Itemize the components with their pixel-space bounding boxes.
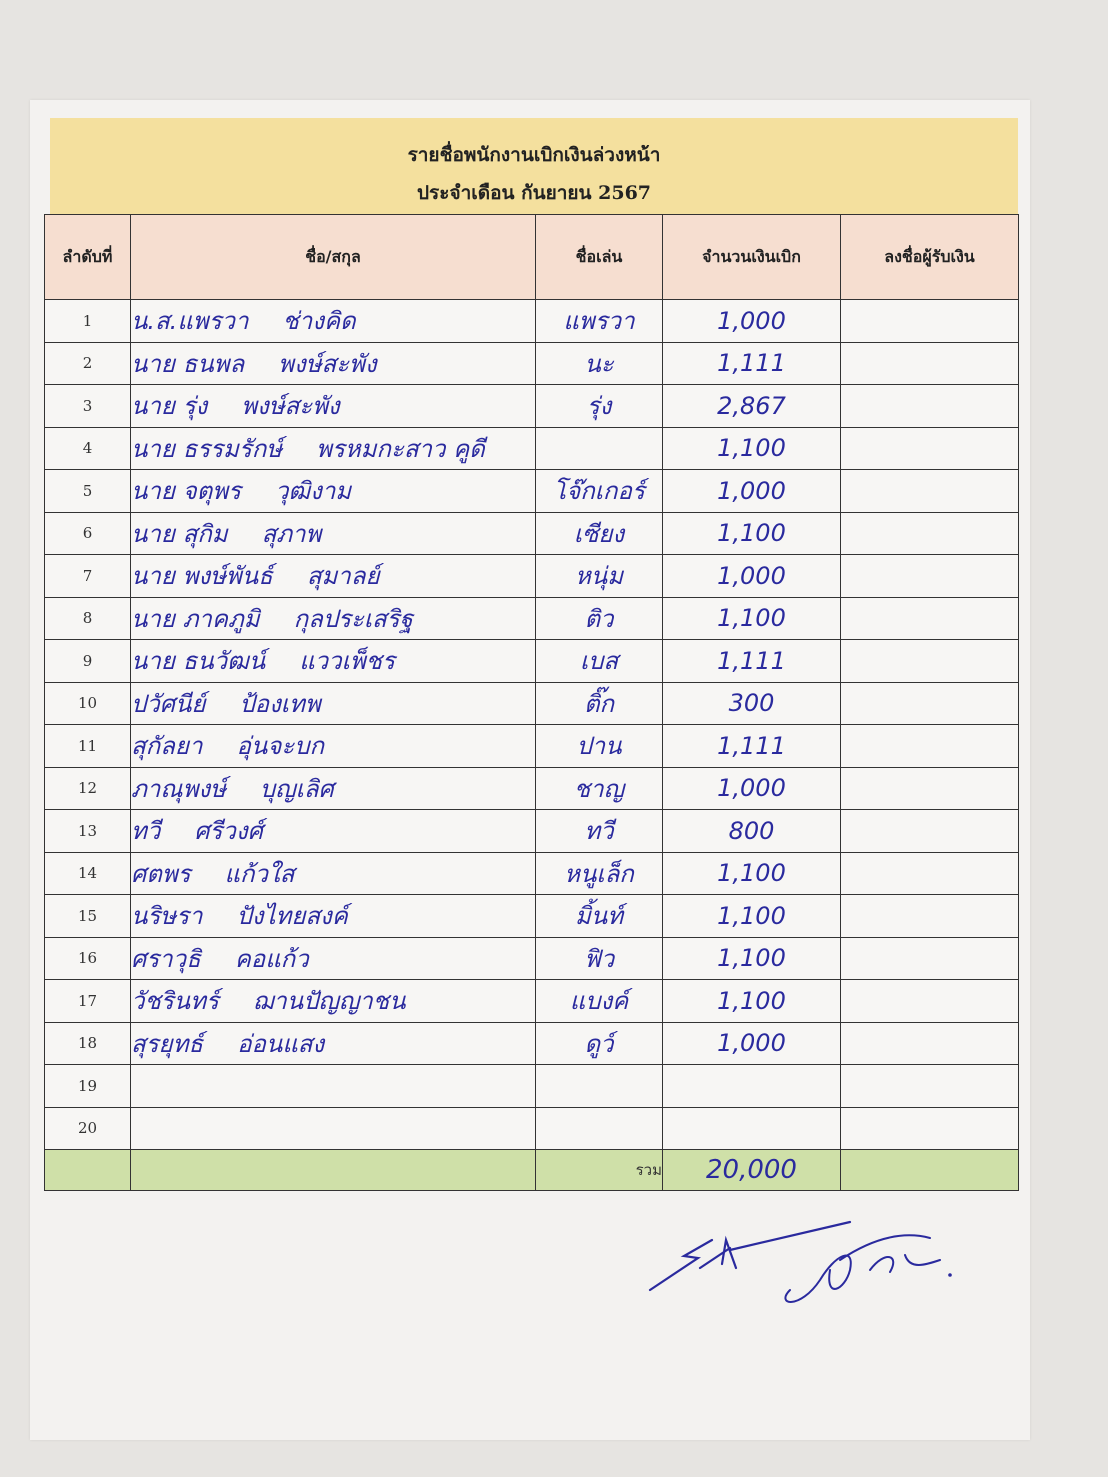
employee-first-name: ศราวุธิ — [131, 944, 201, 973]
employee-last-name: สุภาพ — [261, 519, 322, 548]
employee-last-name: สุมาลย์ — [306, 562, 380, 591]
advance-amount: 1,100 — [663, 852, 841, 895]
employee-name-cell — [131, 682, 536, 725]
employee-nickname — [536, 427, 663, 470]
row-number: 4 — [45, 427, 131, 470]
advance-amount: 1,100 — [663, 937, 841, 980]
table-row — [45, 895, 1019, 938]
employee-nickname — [536, 1065, 663, 1108]
employee-nickname: มิ้นท์ — [536, 895, 663, 938]
employee-first-name: นาย พงษ์พันธ์ — [131, 562, 273, 591]
advance-amount: 1,100 — [663, 895, 841, 938]
employee-nickname: แบงค์ — [536, 980, 663, 1023]
recipient-signature-cell — [841, 852, 1019, 895]
table-row — [45, 980, 1019, 1023]
employee-nickname: แพรวา — [536, 300, 663, 343]
row-number: 10 — [45, 682, 131, 725]
employee-last-name: กุลประเสริฐ — [293, 604, 413, 633]
employee-first-name: วัชรินทร์ — [131, 987, 219, 1016]
employee-last-name: พรหมกะสาว คูดี — [316, 434, 485, 463]
document-title: รายชื่อพนักงานเบิกเงินล่วงหน้า — [407, 144, 661, 166]
employee-name-cell — [131, 1022, 536, 1065]
employee-first-name: นาย ธรรมรักษ์ — [131, 434, 283, 463]
employee-name-cell — [131, 555, 536, 598]
recipient-signature-cell — [841, 427, 1019, 470]
row-number: 20 — [45, 1107, 131, 1150]
header-amount: จำนวนเงินเบิก — [663, 215, 841, 300]
row-number: 7 — [45, 555, 131, 598]
employee-last-name: ช่างคิด — [282, 307, 356, 336]
recipient-signature-cell — [841, 1107, 1019, 1150]
employee-last-name: แววเพ็ชร — [299, 647, 395, 676]
advance-amount: 1,111 — [663, 640, 841, 683]
row-number: 2 — [45, 342, 131, 385]
employee-last-name: อ่อนแสง — [237, 1029, 325, 1058]
employee-last-name: คอแก้ว — [234, 944, 309, 973]
employee-last-name: ป้องเทพ — [239, 689, 321, 718]
recipient-signature-cell — [841, 1022, 1019, 1065]
employee-last-name: บุญเลิศ — [259, 774, 334, 803]
total-row — [45, 1150, 1019, 1191]
table-row — [45, 342, 1019, 385]
employee-nickname — [536, 1107, 663, 1150]
table-row — [45, 1065, 1019, 1108]
employee-first-name: นาย ธนพล — [131, 349, 245, 378]
employee-name-cell — [131, 300, 536, 343]
row-number: 17 — [45, 980, 131, 1023]
employee-name-cell — [131, 385, 536, 428]
total-filler — [45, 1150, 131, 1191]
row-number: 12 — [45, 767, 131, 810]
employee-first-name: ปวัศนีย์ — [131, 689, 206, 718]
employee-first-name: ทวี — [131, 817, 161, 846]
employee-last-name: ศรีวงศ์ — [194, 817, 263, 846]
employee-name-cell — [131, 937, 536, 980]
advance-amount: 1,000 — [663, 1022, 841, 1065]
title-band — [50, 118, 1018, 214]
employee-last-name: ปังไทยสงค์ — [236, 902, 348, 931]
advance-amount — [663, 1065, 841, 1108]
row-number: 3 — [45, 385, 131, 428]
employee-name-cell — [131, 1065, 536, 1108]
recipient-signature-cell — [841, 555, 1019, 598]
row-number: 14 — [45, 852, 131, 895]
advance-amount: 1,100 — [663, 980, 841, 1023]
employee-name-cell — [131, 767, 536, 810]
employee-nickname: ติ๊ก — [536, 682, 663, 725]
employee-first-name: นริษรา — [131, 902, 203, 931]
handwritten-signature — [640, 1210, 960, 1320]
employee-nickname: ฟิว — [536, 937, 663, 980]
row-number: 11 — [45, 725, 131, 768]
row-number: 6 — [45, 512, 131, 555]
advance-amount — [663, 1107, 841, 1150]
table-row — [45, 300, 1019, 343]
row-number: 1 — [45, 300, 131, 343]
employee-name-cell — [131, 1107, 536, 1150]
advance-payment-table — [44, 214, 1019, 1191]
header-nickname: ชื่อเล่น — [536, 215, 663, 300]
row-number: 13 — [45, 810, 131, 853]
employee-nickname: ปาน — [536, 725, 663, 768]
employee-nickname: เบส — [536, 640, 663, 683]
row-number: 16 — [45, 937, 131, 980]
advance-amount: 2,867 — [663, 385, 841, 428]
employee-name-cell — [131, 342, 536, 385]
employee-name-cell — [131, 980, 536, 1023]
advance-amount: 1,111 — [663, 342, 841, 385]
recipient-signature-cell — [841, 682, 1019, 725]
recipient-signature-cell — [841, 810, 1019, 853]
employee-name-cell — [131, 852, 536, 895]
employee-first-name: สุรยุทธ์ — [131, 1029, 204, 1058]
row-number: 8 — [45, 597, 131, 640]
employee-nickname: ดูว์ — [536, 1022, 663, 1065]
employee-first-name: ภาณุพงษ์ — [131, 774, 226, 803]
table-row — [45, 937, 1019, 980]
recipient-signature-cell — [841, 470, 1019, 513]
advance-amount: 1,100 — [663, 427, 841, 470]
employee-first-name: ศตพร — [131, 859, 191, 888]
employee-name-cell — [131, 512, 536, 555]
table-row — [45, 512, 1019, 555]
employee-nickname: รุ่ง — [536, 385, 663, 428]
employee-name-cell — [131, 725, 536, 768]
advance-amount: 1,100 — [663, 597, 841, 640]
employee-nickname: หนูเล็ก — [536, 852, 663, 895]
table-row — [45, 470, 1019, 513]
total-filler — [131, 1150, 536, 1191]
employee-last-name: พงษ์สะพัง — [241, 392, 340, 421]
total-filler — [841, 1150, 1019, 1191]
advance-amount: 1,000 — [663, 300, 841, 343]
employee-first-name: สุกัลยา — [131, 732, 203, 761]
table-row — [45, 1022, 1019, 1065]
table-row — [45, 767, 1019, 810]
employee-nickname: โจ๊กเกอร์ — [536, 470, 663, 513]
header-no: ลำดับที่ — [45, 215, 131, 300]
employee-name-cell — [131, 427, 536, 470]
advance-amount: 1,000 — [663, 470, 841, 513]
total-label: รวม — [536, 1150, 663, 1191]
employee-first-name: น.ส.แพรวา — [131, 307, 249, 336]
table-row — [45, 1107, 1019, 1150]
employee-first-name: นาย รุ่ง — [131, 392, 208, 421]
table-body — [45, 300, 1019, 1191]
employee-last-name: อุ่นจะบก — [236, 732, 324, 761]
employee-first-name: นาย จตุพร — [131, 477, 241, 506]
employee-name-cell — [131, 810, 536, 853]
recipient-signature-cell — [841, 640, 1019, 683]
employee-nickname: ชาญ — [536, 767, 663, 810]
advance-amount: 1,000 — [663, 555, 841, 598]
row-number: 5 — [45, 470, 131, 513]
employee-name-cell — [131, 640, 536, 683]
row-number: 9 — [45, 640, 131, 683]
employee-nickname: เซียง — [536, 512, 663, 555]
advance-amount: 1,111 — [663, 725, 841, 768]
employee-first-name: นาย ภาคภูมิ — [131, 604, 260, 633]
employee-last-name: วุฒิงาม — [274, 477, 352, 506]
table-row — [45, 427, 1019, 470]
employee-nickname: ทวี — [536, 810, 663, 853]
employee-nickname: นะ — [536, 342, 663, 385]
recipient-signature-cell — [841, 1065, 1019, 1108]
table-row — [45, 385, 1019, 428]
total-amount: 20,000 — [663, 1150, 841, 1191]
table-row — [45, 555, 1019, 598]
recipient-signature-cell — [841, 937, 1019, 980]
document-subtitle: ประจำเดือน กันยายน 2567 — [416, 182, 652, 204]
table-row — [45, 725, 1019, 768]
recipient-signature-cell — [841, 767, 1019, 810]
employee-first-name: นาย ธนวัฒน์ — [131, 647, 266, 676]
employee-first-name: นาย สุกิม — [131, 519, 228, 548]
recipient-signature-cell — [841, 597, 1019, 640]
table-row — [45, 810, 1019, 853]
recipient-signature-cell — [841, 725, 1019, 768]
employee-name-cell — [131, 597, 536, 640]
recipient-signature-cell — [841, 385, 1019, 428]
row-number: 15 — [45, 895, 131, 938]
advance-amount: 1,000 — [663, 767, 841, 810]
header-signature: ลงชื่อผู้รับเงิน — [841, 215, 1019, 300]
recipient-signature-cell — [841, 342, 1019, 385]
table-row — [45, 682, 1019, 725]
row-number: 19 — [45, 1065, 131, 1108]
advance-amount: 1,100 — [663, 512, 841, 555]
table-row — [45, 597, 1019, 640]
recipient-signature-cell — [841, 895, 1019, 938]
advance-amount: 800 — [663, 810, 841, 853]
header-name: ชื่อ/สกุล — [131, 215, 536, 300]
row-number: 18 — [45, 1022, 131, 1065]
recipient-signature-cell — [841, 512, 1019, 555]
employee-last-name: พงษ์สะพัง — [278, 349, 377, 378]
recipient-signature-cell — [841, 980, 1019, 1023]
employee-last-name: แก้วใส — [224, 859, 295, 888]
employee-name-cell — [131, 895, 536, 938]
advance-amount: 300 — [663, 682, 841, 725]
header-row — [45, 215, 1019, 300]
employee-nickname: หนุ่ม — [536, 555, 663, 598]
recipient-signature-cell — [841, 300, 1019, 343]
table-row — [45, 640, 1019, 683]
table-row — [45, 852, 1019, 895]
employee-name-cell — [131, 470, 536, 513]
employee-last-name: ฌานปัญญาชน — [252, 987, 406, 1016]
employee-nickname: ติว — [536, 597, 663, 640]
